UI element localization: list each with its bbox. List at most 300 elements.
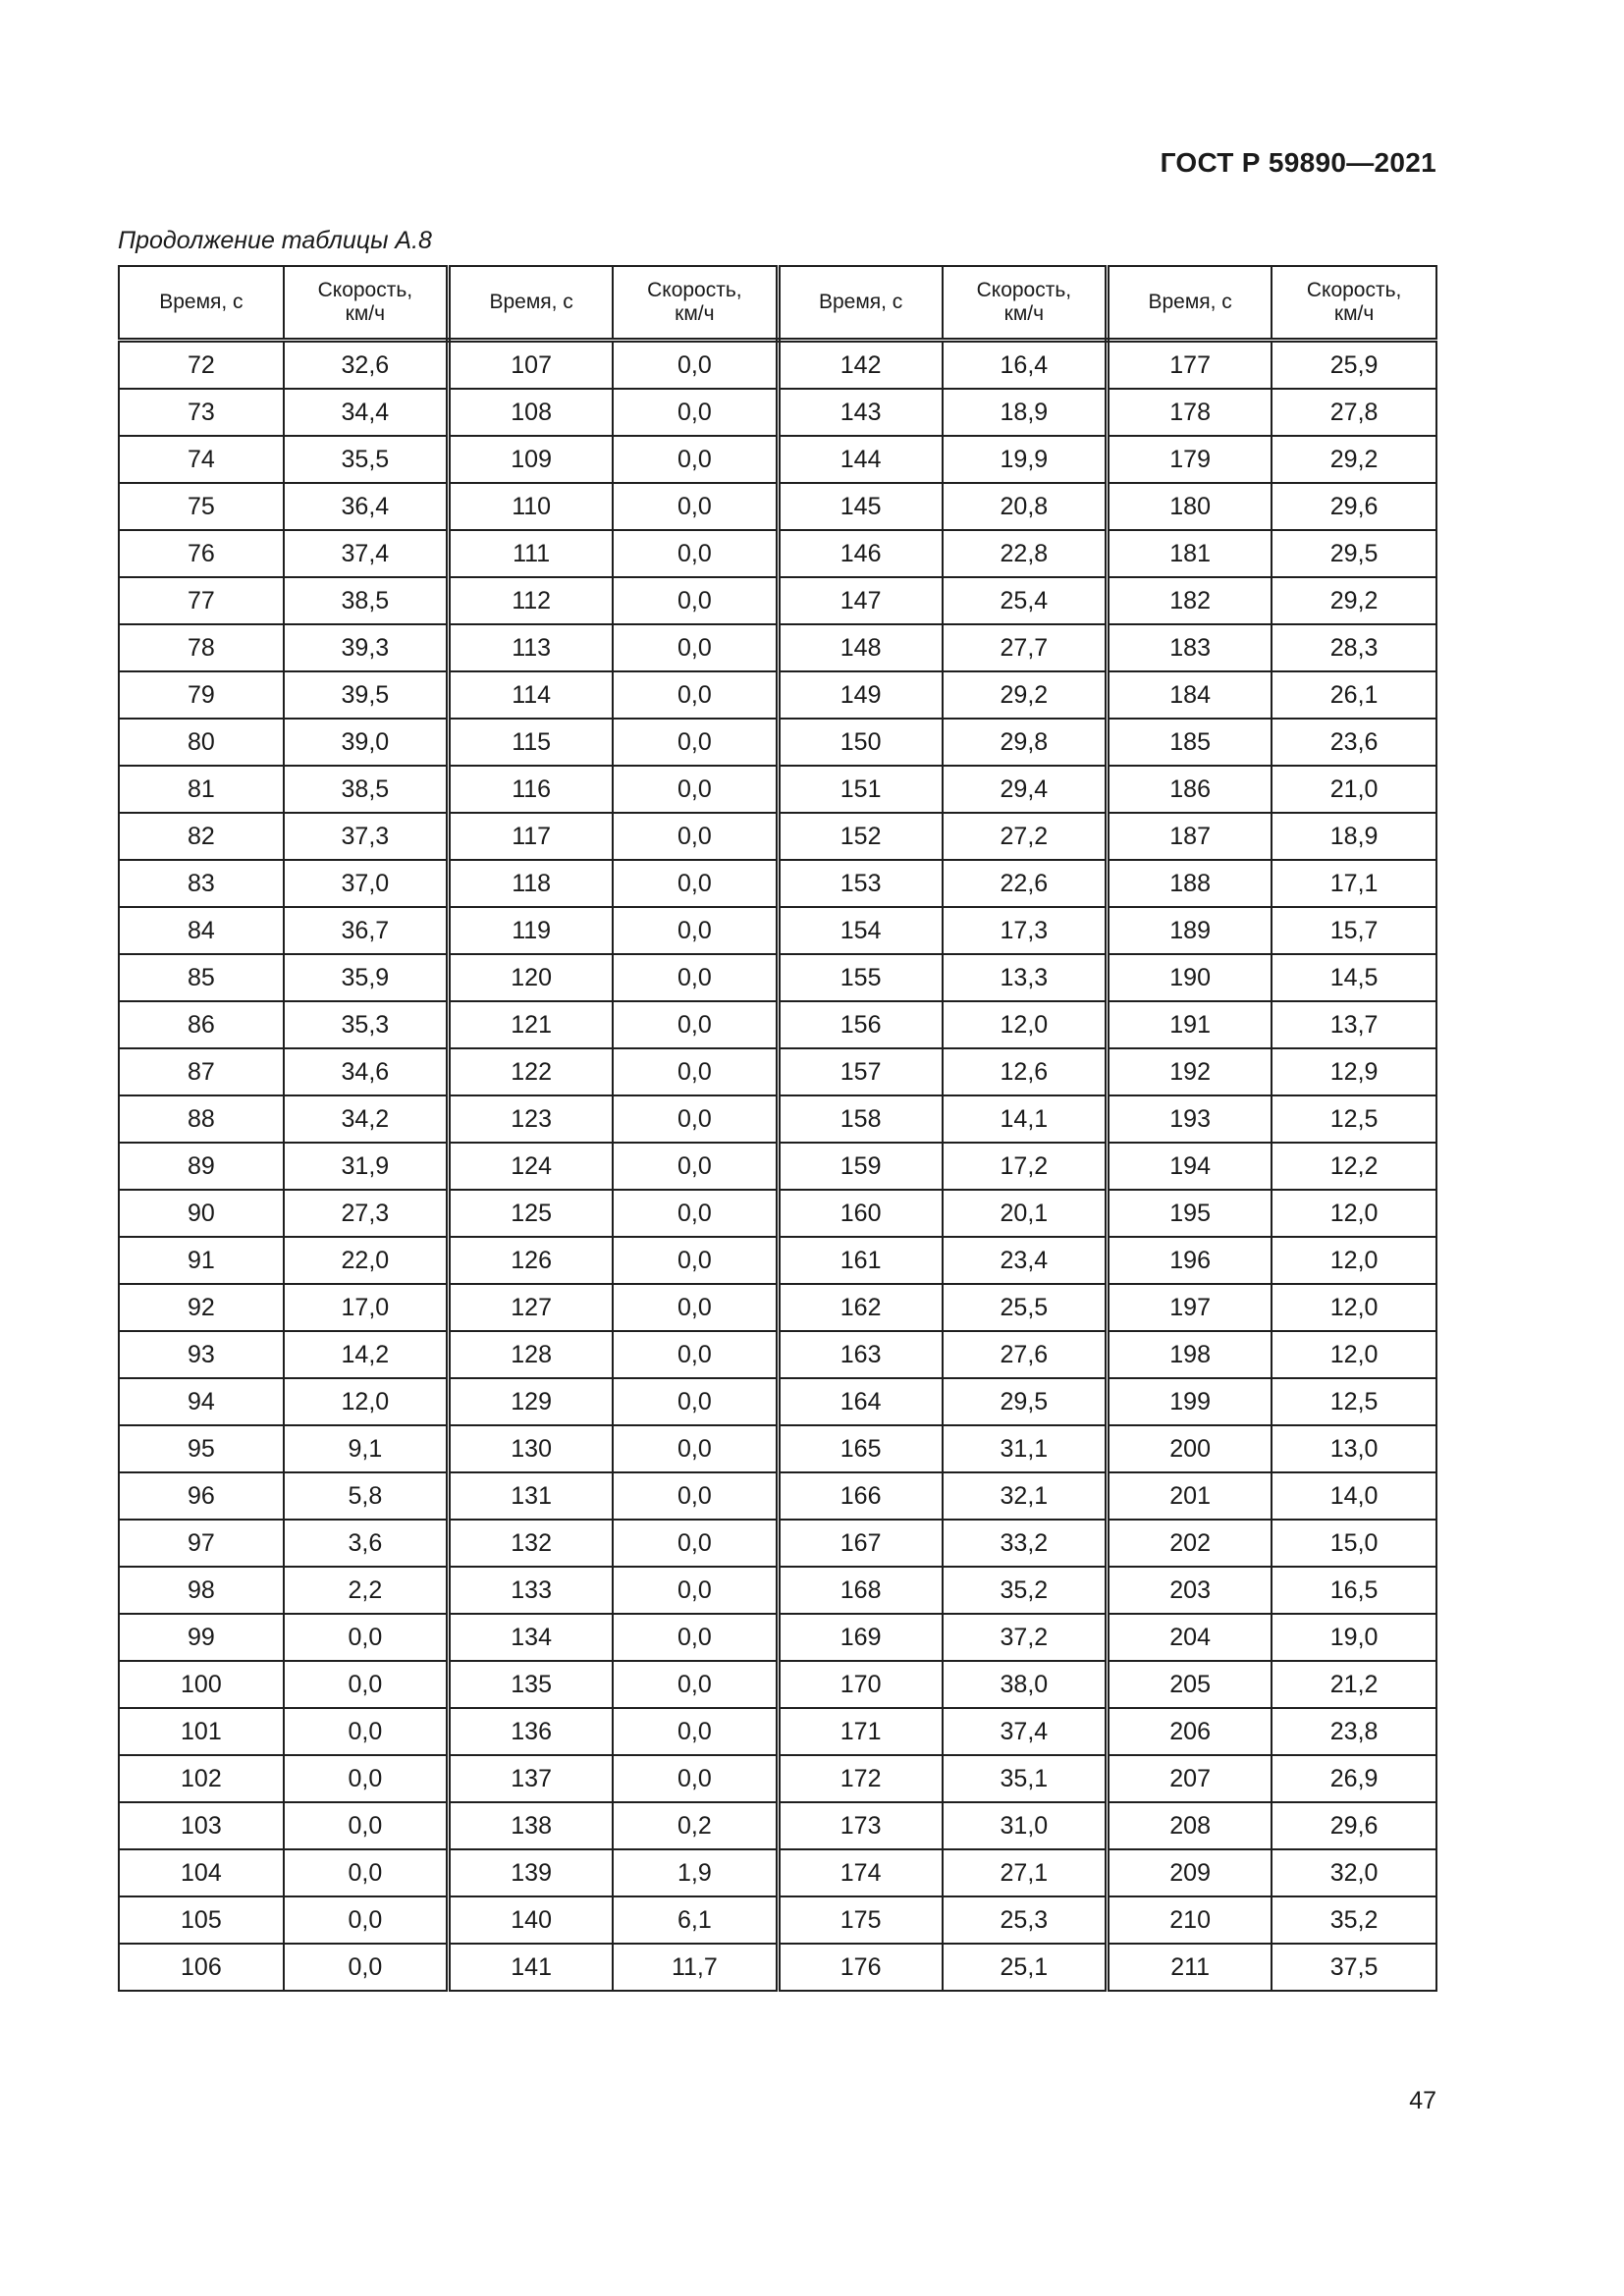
time-cell: 194 — [1108, 1143, 1272, 1190]
speed-cell: 14,5 — [1272, 954, 1436, 1001]
column-header-time: Время, с — [119, 266, 284, 341]
table-row — [119, 860, 1436, 907]
time-cell: 100 — [119, 1661, 284, 1708]
speed-cell: 34,6 — [284, 1048, 449, 1095]
speed-cell: 12,0 — [1272, 1237, 1436, 1284]
speed-cell: 21,0 — [1272, 766, 1436, 813]
speed-cell: 27,7 — [943, 624, 1108, 671]
time-cell: 191 — [1108, 1001, 1272, 1048]
time-cell: 90 — [119, 1190, 284, 1237]
time-cell: 143 — [778, 389, 943, 436]
speed-cell: 34,2 — [284, 1095, 449, 1143]
speed-cell: 20,8 — [943, 483, 1108, 530]
speed-cell: 36,7 — [284, 907, 449, 954]
time-cell: 129 — [449, 1378, 614, 1425]
speed-cell: 0,0 — [613, 483, 778, 530]
table-row — [119, 530, 1436, 577]
table-row — [119, 624, 1436, 671]
time-cell: 138 — [449, 1802, 614, 1849]
speed-cell: 39,3 — [284, 624, 449, 671]
time-cell: 147 — [778, 577, 943, 624]
time-cell: 209 — [1108, 1849, 1272, 1896]
time-cell: 134 — [449, 1614, 614, 1661]
time-cell: 161 — [778, 1237, 943, 1284]
time-cell: 91 — [119, 1237, 284, 1284]
table-row — [119, 719, 1436, 766]
speed-cell: 0,0 — [284, 1944, 449, 1991]
speed-cell: 12,5 — [1272, 1378, 1436, 1425]
speed-cell: 15,7 — [1272, 907, 1436, 954]
speed-cell: 12,0 — [284, 1378, 449, 1425]
time-cell: 75 — [119, 483, 284, 530]
table-row — [119, 1567, 1436, 1614]
time-cell: 145 — [778, 483, 943, 530]
speed-cell: 0,0 — [613, 766, 778, 813]
time-cell: 171 — [778, 1708, 943, 1755]
time-cell: 183 — [1108, 624, 1272, 671]
speed-cell: 26,9 — [1272, 1755, 1436, 1802]
time-cell: 81 — [119, 766, 284, 813]
speed-cell: 0,0 — [613, 1331, 778, 1378]
time-cell: 118 — [449, 860, 614, 907]
table-row — [119, 389, 1436, 436]
time-cell: 85 — [119, 954, 284, 1001]
time-cell: 92 — [119, 1284, 284, 1331]
time-cell: 133 — [449, 1567, 614, 1614]
table-row — [119, 954, 1436, 1001]
time-cell: 80 — [119, 719, 284, 766]
speed-cell: 13,7 — [1272, 1001, 1436, 1048]
speed-cell: 17,1 — [1272, 860, 1436, 907]
speed-cell: 14,2 — [284, 1331, 449, 1378]
time-cell: 148 — [778, 624, 943, 671]
time-cell: 78 — [119, 624, 284, 671]
column-header-time: Время, с — [1108, 266, 1272, 341]
speed-cell: 27,2 — [943, 813, 1108, 860]
table-head — [119, 266, 1436, 341]
time-cell: 166 — [778, 1472, 943, 1520]
time-cell: 205 — [1108, 1661, 1272, 1708]
table-row — [119, 1520, 1436, 1567]
time-cell: 135 — [449, 1661, 614, 1708]
speed-cell: 0,0 — [284, 1661, 449, 1708]
time-cell: 190 — [1108, 954, 1272, 1001]
table-row — [119, 1331, 1436, 1378]
time-cell: 168 — [778, 1567, 943, 1614]
time-cell: 195 — [1108, 1190, 1272, 1237]
speed-cell: 0,0 — [613, 1190, 778, 1237]
speed-cell: 0,0 — [613, 1567, 778, 1614]
time-cell: 88 — [119, 1095, 284, 1143]
speed-cell: 20,1 — [943, 1190, 1108, 1237]
speed-cell: 9,1 — [284, 1425, 449, 1472]
time-cell: 116 — [449, 766, 614, 813]
speed-cell: 0,0 — [613, 389, 778, 436]
column-header-time: Время, с — [778, 266, 943, 341]
time-cell: 84 — [119, 907, 284, 954]
time-cell: 200 — [1108, 1425, 1272, 1472]
time-cell: 76 — [119, 530, 284, 577]
time-cell: 176 — [778, 1944, 943, 1991]
time-cell: 126 — [449, 1237, 614, 1284]
speed-cell: 13,3 — [943, 954, 1108, 1001]
time-cell: 201 — [1108, 1472, 1272, 1520]
speed-cell: 35,5 — [284, 436, 449, 483]
speed-cell: 32,6 — [284, 341, 449, 390]
column-header-time: Время, с — [449, 266, 614, 341]
speed-cell: 12,5 — [1272, 1095, 1436, 1143]
table-body — [119, 341, 1436, 1992]
table-row — [119, 671, 1436, 719]
speed-cell: 17,0 — [284, 1284, 449, 1331]
speed-cell: 25,9 — [1272, 341, 1436, 390]
time-cell: 89 — [119, 1143, 284, 1190]
speed-cell: 26,1 — [1272, 671, 1436, 719]
speed-cell: 36,4 — [284, 483, 449, 530]
time-cell: 146 — [778, 530, 943, 577]
time-cell: 110 — [449, 483, 614, 530]
speed-cell: 5,8 — [284, 1472, 449, 1520]
time-cell: 203 — [1108, 1567, 1272, 1614]
table-row — [119, 1944, 1436, 1991]
time-cell: 111 — [449, 530, 614, 577]
time-cell: 165 — [778, 1425, 943, 1472]
speed-cell: 0,0 — [613, 1378, 778, 1425]
time-cell: 72 — [119, 341, 284, 390]
time-cell: 150 — [778, 719, 943, 766]
speed-cell: 0,0 — [613, 1001, 778, 1048]
time-cell: 179 — [1108, 436, 1272, 483]
speed-cell: 29,2 — [1272, 436, 1436, 483]
time-cell: 96 — [119, 1472, 284, 1520]
time-cell: 164 — [778, 1378, 943, 1425]
speed-cell: 37,4 — [943, 1708, 1108, 1755]
speed-cell: 0,0 — [613, 1048, 778, 1095]
speed-cell: 25,4 — [943, 577, 1108, 624]
table-row — [119, 1284, 1436, 1331]
time-cell: 98 — [119, 1567, 284, 1614]
time-cell: 170 — [778, 1661, 943, 1708]
time-cell: 82 — [119, 813, 284, 860]
column-header-speed: Скорость, км/ч — [284, 266, 449, 341]
speed-cell: 35,1 — [943, 1755, 1108, 1802]
time-cell: 185 — [1108, 719, 1272, 766]
speed-cell: 19,0 — [1272, 1614, 1436, 1661]
speed-cell: 0,0 — [613, 530, 778, 577]
time-cell: 83 — [119, 860, 284, 907]
table-row — [119, 907, 1436, 954]
speed-cell: 29,5 — [943, 1378, 1108, 1425]
speed-cell: 6,1 — [613, 1896, 778, 1944]
speed-cell: 22,6 — [943, 860, 1108, 907]
time-cell: 154 — [778, 907, 943, 954]
speed-cell: 25,3 — [943, 1896, 1108, 1944]
speed-cell: 0,0 — [613, 671, 778, 719]
time-cell: 210 — [1108, 1896, 1272, 1944]
time-cell: 207 — [1108, 1755, 1272, 1802]
time-cell: 178 — [1108, 389, 1272, 436]
time-cell: 162 — [778, 1284, 943, 1331]
time-cell: 160 — [778, 1190, 943, 1237]
speed-cell: 12,0 — [1272, 1284, 1436, 1331]
table-row — [119, 813, 1436, 860]
time-cell: 177 — [1108, 341, 1272, 390]
time-cell: 114 — [449, 671, 614, 719]
time-cell: 132 — [449, 1520, 614, 1567]
speed-cell: 38,0 — [943, 1661, 1108, 1708]
speed-cell: 29,5 — [1272, 530, 1436, 577]
speed-cell: 0,0 — [284, 1614, 449, 1661]
speed-cell: 16,5 — [1272, 1567, 1436, 1614]
speed-cell: 29,8 — [943, 719, 1108, 766]
time-cell: 125 — [449, 1190, 614, 1237]
time-cell: 137 — [449, 1755, 614, 1802]
table-row — [119, 1614, 1436, 1661]
time-cell: 108 — [449, 389, 614, 436]
speed-cell: 38,5 — [284, 766, 449, 813]
time-cell: 107 — [449, 341, 614, 390]
speed-cell: 14,1 — [943, 1095, 1108, 1143]
time-cell: 77 — [119, 577, 284, 624]
speed-cell: 11,7 — [613, 1944, 778, 1991]
table-row — [119, 1190, 1436, 1237]
speed-cell: 31,1 — [943, 1425, 1108, 1472]
time-cell: 152 — [778, 813, 943, 860]
speed-cell: 19,9 — [943, 436, 1108, 483]
time-cell: 169 — [778, 1614, 943, 1661]
time-cell: 124 — [449, 1143, 614, 1190]
speed-cell: 2,2 — [284, 1567, 449, 1614]
time-cell: 157 — [778, 1048, 943, 1095]
speed-cell: 0,0 — [613, 1425, 778, 1472]
speed-cell: 37,4 — [284, 530, 449, 577]
speed-cell: 12,0 — [1272, 1190, 1436, 1237]
time-cell: 86 — [119, 1001, 284, 1048]
speed-cell: 0,0 — [284, 1755, 449, 1802]
table-row — [119, 1143, 1436, 1190]
speed-cell: 0,0 — [613, 577, 778, 624]
time-cell: 153 — [778, 860, 943, 907]
time-cell: 140 — [449, 1896, 614, 1944]
speed-cell: 34,4 — [284, 389, 449, 436]
time-cell: 104 — [119, 1849, 284, 1896]
speed-cell: 29,2 — [943, 671, 1108, 719]
table-row — [119, 341, 1436, 390]
speed-cell: 37,2 — [943, 1614, 1108, 1661]
time-cell: 119 — [449, 907, 614, 954]
time-cell: 117 — [449, 813, 614, 860]
table-row — [119, 1472, 1436, 1520]
speed-cell: 0,0 — [613, 1661, 778, 1708]
speed-cell: 28,3 — [1272, 624, 1436, 671]
speed-cell: 0,0 — [613, 1520, 778, 1567]
speed-cell: 35,2 — [943, 1567, 1108, 1614]
table-header-row — [119, 266, 1436, 341]
speed-cell: 38,5 — [284, 577, 449, 624]
table-row — [119, 1802, 1436, 1849]
speed-cell: 25,1 — [943, 1944, 1108, 1991]
time-cell: 121 — [449, 1001, 614, 1048]
table-row — [119, 1048, 1436, 1095]
time-cell: 211 — [1108, 1944, 1272, 1991]
time-cell: 109 — [449, 436, 614, 483]
speed-cell: 31,0 — [943, 1802, 1108, 1849]
speed-cell: 12,6 — [943, 1048, 1108, 1095]
speed-cell: 29,6 — [1272, 1802, 1436, 1849]
time-cell: 106 — [119, 1944, 284, 1991]
speed-cell: 16,4 — [943, 341, 1108, 390]
speed-time-table — [118, 265, 1437, 1992]
time-cell: 199 — [1108, 1378, 1272, 1425]
column-header-speed: Скорость, км/ч — [943, 266, 1108, 341]
speed-cell: 0,0 — [284, 1802, 449, 1849]
speed-cell: 0,0 — [613, 1472, 778, 1520]
speed-cell: 14,0 — [1272, 1472, 1436, 1520]
time-cell: 141 — [449, 1944, 614, 1991]
time-cell: 87 — [119, 1048, 284, 1095]
speed-cell: 12,9 — [1272, 1048, 1436, 1095]
time-cell: 192 — [1108, 1048, 1272, 1095]
time-cell: 93 — [119, 1331, 284, 1378]
time-cell: 74 — [119, 436, 284, 483]
table-row — [119, 766, 1436, 813]
time-cell: 204 — [1108, 1614, 1272, 1661]
speed-cell: 0,0 — [613, 1708, 778, 1755]
speed-cell: 0,0 — [613, 1755, 778, 1802]
speed-cell: 35,2 — [1272, 1896, 1436, 1944]
time-cell: 73 — [119, 389, 284, 436]
time-cell: 130 — [449, 1425, 614, 1472]
time-cell: 180 — [1108, 483, 1272, 530]
table-row — [119, 1755, 1436, 1802]
speed-cell: 0,0 — [613, 1143, 778, 1190]
table-row — [119, 436, 1436, 483]
time-cell: 175 — [778, 1896, 943, 1944]
time-cell: 142 — [778, 341, 943, 390]
time-cell: 113 — [449, 624, 614, 671]
table-row — [119, 483, 1436, 530]
time-cell: 94 — [119, 1378, 284, 1425]
speed-cell: 32,0 — [1272, 1849, 1436, 1896]
time-cell: 206 — [1108, 1708, 1272, 1755]
speed-cell: 0,0 — [613, 1614, 778, 1661]
document-code: ГОСТ Р 59890—2021 — [1160, 147, 1436, 178]
time-cell: 144 — [778, 436, 943, 483]
speed-cell: 18,9 — [1272, 813, 1436, 860]
speed-cell: 0,0 — [613, 954, 778, 1001]
table-row — [119, 577, 1436, 624]
time-cell: 163 — [778, 1331, 943, 1378]
speed-cell: 22,0 — [284, 1237, 449, 1284]
time-cell: 189 — [1108, 907, 1272, 954]
speed-cell: 0,0 — [613, 341, 778, 390]
time-cell: 128 — [449, 1331, 614, 1378]
time-cell: 136 — [449, 1708, 614, 1755]
speed-cell: 0,0 — [613, 907, 778, 954]
speed-cell: 1,9 — [613, 1849, 778, 1896]
speed-cell: 17,3 — [943, 907, 1108, 954]
time-cell: 112 — [449, 577, 614, 624]
time-cell: 181 — [1108, 530, 1272, 577]
speed-cell: 23,6 — [1272, 719, 1436, 766]
speed-cell: 35,3 — [284, 1001, 449, 1048]
table-row — [119, 1001, 1436, 1048]
time-cell: 173 — [778, 1802, 943, 1849]
speed-cell: 39,5 — [284, 671, 449, 719]
speed-cell: 3,6 — [284, 1520, 449, 1567]
speed-cell: 35,9 — [284, 954, 449, 1001]
time-cell: 193 — [1108, 1095, 1272, 1143]
speed-cell: 0,0 — [284, 1849, 449, 1896]
speed-cell: 12,0 — [943, 1001, 1108, 1048]
speed-cell: 0,0 — [613, 624, 778, 671]
table-row — [119, 1095, 1436, 1143]
time-cell: 187 — [1108, 813, 1272, 860]
speed-cell: 37,0 — [284, 860, 449, 907]
time-cell: 174 — [778, 1849, 943, 1896]
table-row — [119, 1708, 1436, 1755]
time-cell: 202 — [1108, 1520, 1272, 1567]
time-cell: 198 — [1108, 1331, 1272, 1378]
speed-cell: 33,2 — [943, 1520, 1108, 1567]
time-cell: 122 — [449, 1048, 614, 1095]
speed-cell: 0,0 — [613, 719, 778, 766]
speed-cell: 29,2 — [1272, 577, 1436, 624]
time-cell: 184 — [1108, 671, 1272, 719]
speed-cell: 0,0 — [613, 436, 778, 483]
time-cell: 115 — [449, 719, 614, 766]
time-cell: 102 — [119, 1755, 284, 1802]
table-row — [119, 1378, 1436, 1425]
time-cell: 208 — [1108, 1802, 1272, 1849]
table-row — [119, 1849, 1436, 1896]
speed-cell: 23,4 — [943, 1237, 1108, 1284]
speed-cell: 12,0 — [1272, 1331, 1436, 1378]
column-header-speed: Скорость, км/ч — [1272, 266, 1436, 341]
speed-cell: 0,0 — [284, 1896, 449, 1944]
time-cell: 99 — [119, 1614, 284, 1661]
time-cell: 149 — [778, 671, 943, 719]
speed-cell: 22,8 — [943, 530, 1108, 577]
column-header-speed: Скорость, км/ч — [613, 266, 778, 341]
speed-cell: 32,1 — [943, 1472, 1108, 1520]
time-cell: 188 — [1108, 860, 1272, 907]
speed-cell: 21,2 — [1272, 1661, 1436, 1708]
speed-cell: 29,4 — [943, 766, 1108, 813]
time-cell: 167 — [778, 1520, 943, 1567]
time-cell: 127 — [449, 1284, 614, 1331]
speed-cell: 0,0 — [613, 1095, 778, 1143]
time-cell: 158 — [778, 1095, 943, 1143]
speed-cell: 12,2 — [1272, 1143, 1436, 1190]
speed-cell: 39,0 — [284, 719, 449, 766]
time-cell: 197 — [1108, 1284, 1272, 1331]
speed-cell: 31,9 — [284, 1143, 449, 1190]
speed-cell: 25,5 — [943, 1284, 1108, 1331]
speed-cell: 27,6 — [943, 1331, 1108, 1378]
table-row — [119, 1237, 1436, 1284]
time-cell: 101 — [119, 1708, 284, 1755]
time-cell: 155 — [778, 954, 943, 1001]
speed-cell: 17,2 — [943, 1143, 1108, 1190]
table-row — [119, 1425, 1436, 1472]
time-cell: 103 — [119, 1802, 284, 1849]
speed-cell: 37,3 — [284, 813, 449, 860]
speed-cell: 15,0 — [1272, 1520, 1436, 1567]
time-cell: 79 — [119, 671, 284, 719]
speed-cell: 23,8 — [1272, 1708, 1436, 1755]
time-cell: 159 — [778, 1143, 943, 1190]
